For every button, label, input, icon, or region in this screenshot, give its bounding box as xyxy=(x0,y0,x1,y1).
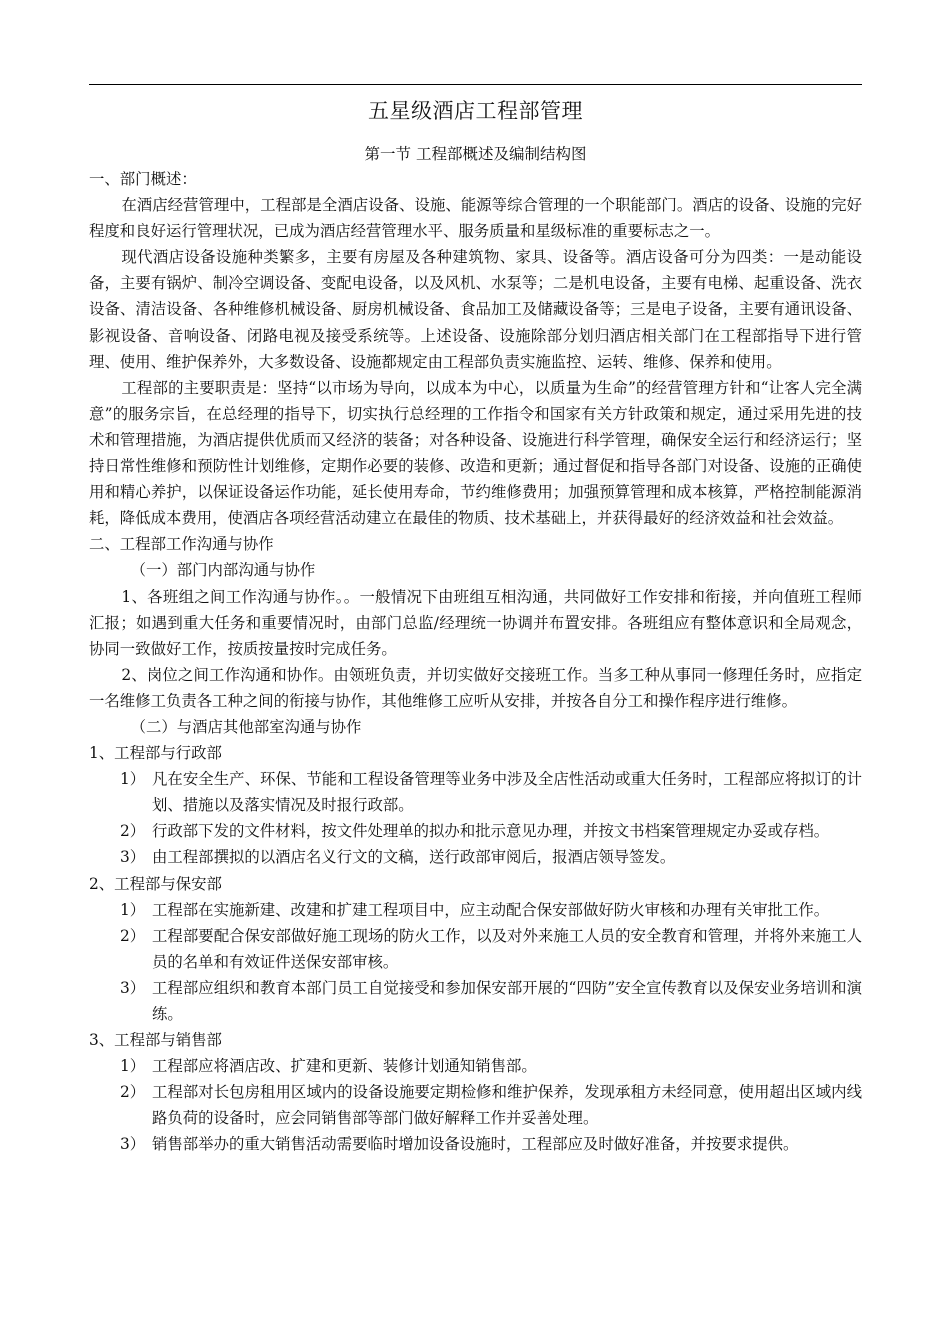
paragraph: 2、岗位之间工作沟通和协作。由领班负责，并切实做好交接班工作。当多工种从事同一修理任务时，应指定一名维修工负责各工种之间的衔接与协作，其他维修工应听从安排，并按各自分工和操作程序进行维修。 xyxy=(89,665,862,710)
list-item-text: 工程部要配合保安部做好施工现场的防火工作，以及对外来施工人员的安全教育和管理，并将外来施工人员的名单和有效证件送保安部审核。 xyxy=(152,926,862,971)
group-heading: 1、工程部与行政部 xyxy=(89,744,222,763)
paragraph: 在酒店经营管理中，工程部是全酒店设备、设施、能源等综合管理的一个职能部门。酒店的设备、设施的完好程度和良好运行管理状况，已成为酒店经营管理水平、服务质量和星级标准的重要标志之一。 xyxy=(89,196,862,241)
list-item-text: 由工程部撰拟的以酒店名义行文的文稿，送行政部审阅后，报酒店领导签发。 xyxy=(152,848,676,867)
group-heading: 2、工程部与保安部 xyxy=(89,874,222,893)
list-item-number: 3） xyxy=(120,848,146,867)
paragraph: 工程部的主要职责是：坚持“以市场为导向，以成本为中心，以质量为生命”的经营管理方针和“让客人完全满意”的服务宗旨，在总经理的指导下，切实执行总经理的工作指令和国家有关方针政策和规定，通过采用先进的技术和管理措施，为酒店提供优质而又经济的装备；对各种设备、设施进行科学管理，确保安全运行和经济运行；坚持日常性维修和预防性计划维修，定期作必要的装修、改造和更新；通过督促和指导各部门对设备、设施的正确使用和精心养护，以保证设备运作功能，延长使用寿命，节约维修费用；加强预算管理和成本核算，严格控制能源消耗，降低成本费用，使酒店各项经营活动建立在最佳的物质、技术基础上，并获得最好的经济效益和社会效益。 xyxy=(89,378,862,528)
list-item-text: 工程部对长包房租用区域内的设备设施要定期检修和维护保养，发现承租方未经同意，使用超出区域内线路负荷的设备时，应会同销售部等部门做好解释工作并妥善处理。 xyxy=(152,1083,862,1128)
paragraph: 1、各班组之间工作沟通与协作。。一般情况下由班组互相沟通，共同做好工作安排和衔接，并向值班工程师汇报；如遇到重大任务和重要情况时，由部门总监/经理统一协调并布置安排。各班组应有整体意识和全局观念，协同一致做好工作，按质按量按时完成任务。 xyxy=(89,587,862,658)
subsection-heading: （一）部门内部沟通与协作 xyxy=(130,561,316,580)
list-item xyxy=(89,923,862,975)
list-item xyxy=(89,1131,862,1157)
list-item-number: 1） xyxy=(120,900,146,919)
part2-heading: 二、工程部工作沟通与协作 xyxy=(89,535,274,554)
list-item-number: 1） xyxy=(120,770,146,789)
document-title: 五星级酒店工程部管理 xyxy=(368,99,583,123)
subsection-heading: （二）与酒店其他部室沟通与协作 xyxy=(130,717,362,736)
list-item xyxy=(89,897,862,923)
list-item-text: 工程部在实施新建、改建和扩建工程项目中，应主动配合保安部做好防火审核和办理有关审批工作。 xyxy=(152,900,830,919)
list-item-number: 3） xyxy=(120,978,146,997)
list-item-text: 凡在安全生产、环保、节能和工程设备管理等业务中涉及全店性活动或重大任务时，工程部应将拟订的计划、措施以及落实情况及时报行政部。 xyxy=(152,770,862,815)
list-item-number: 1） xyxy=(120,1057,146,1076)
list-item xyxy=(89,766,862,818)
list-item xyxy=(89,844,862,870)
document-body xyxy=(89,166,862,1158)
group-heading: 3、工程部与销售部 xyxy=(89,1031,222,1050)
list-item xyxy=(89,975,862,1027)
list-item-number: 2） xyxy=(120,926,146,945)
section-heading: 第一节 工程部概述及编制结构图 xyxy=(364,145,587,163)
list-item-text: 销售部举办的重大销售活动需要临时增加设备设施时，工程部应及时做好准备，并按要求提供。 xyxy=(152,1135,799,1154)
list-item-number: 2） xyxy=(120,1083,146,1102)
header-rule xyxy=(89,84,862,85)
paragraph: 现代酒店设备设施种类繁多，主要有房屋及各种建筑物、家具、设备等。酒店设备可分为四类：一是动能设备，主要有锅炉、制冷空调设备、变配电设备，以及风机、水泵等；二是机电设备，主要有电梯、起重设备、洗衣设备、清洁设备、各种维修机械设备、厨房机械设备、食品加工及储藏设备等；三是电子设备，主要有通讯设备、影视设备、音响设备、闭路电视及接受系统等。上述设备、设施除部分划归酒店相关部门在工程部指导下进行管理、使用、维护保养外，大多数设备、设施都规定由工程部负责实施监控、运转、维修、保养和使用。 xyxy=(89,248,862,371)
list-item-number: 2） xyxy=(120,822,146,841)
list-item xyxy=(89,1079,862,1131)
part1-heading: 一、部门概述： xyxy=(89,170,197,188)
list-item-text: 工程部应组织和教育本部门员工自觉接受和参加保安部开展的“四防”安全宣传教育以及保安业务培训和演练。 xyxy=(152,978,862,1023)
list-item-text: 工程部应将酒店改、扩建和更新、装修计划通知销售部。 xyxy=(152,1057,537,1076)
list-item-text: 行政部下发的文件材料，按文件处理单的拟办和批示意见办理，并按文书档案管理规定办妥或存档。 xyxy=(152,822,830,841)
list-item xyxy=(89,1053,862,1079)
list-item-number: 3） xyxy=(120,1135,146,1154)
list-item xyxy=(89,818,862,844)
